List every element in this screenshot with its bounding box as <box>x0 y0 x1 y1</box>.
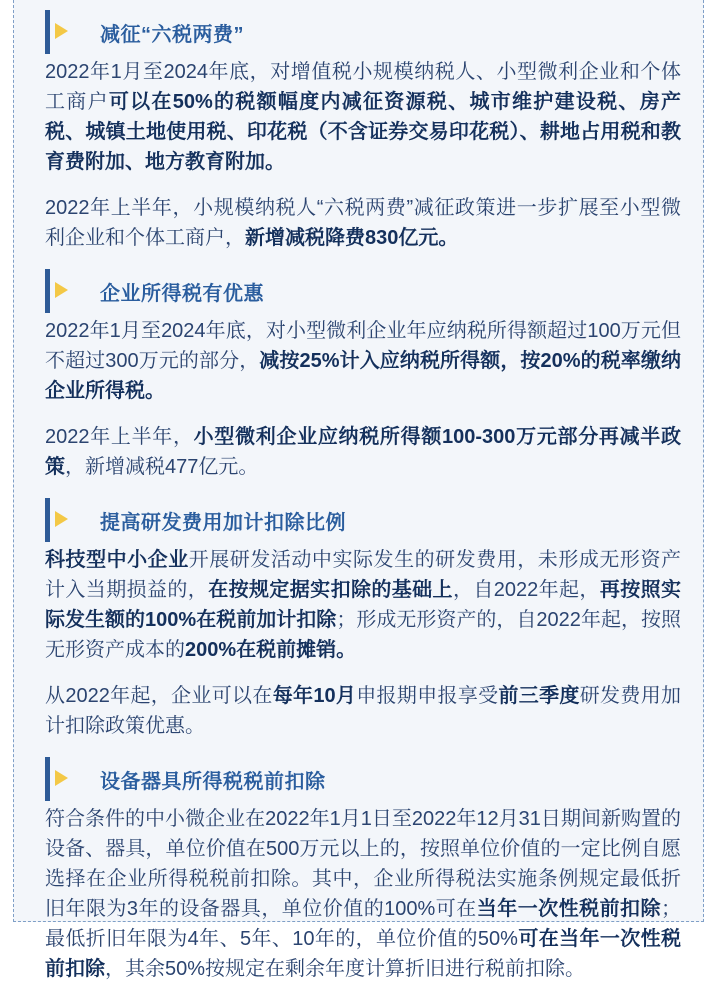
emphasized-text: 当年一次性税前扣除 <box>476 898 662 920</box>
plain-text: 从2022年起，企业可以在 <box>45 685 273 707</box>
accent-bar <box>45 10 50 54</box>
plain-text: 2022年上半年，小规模纳税人“六税两费”减征政策进一步扩展至小型微利企业和个体工商户， <box>45 197 681 249</box>
emphasized-text: 减按25%计入应纳税所得额，按20%的税率缴纳企业所得税。 <box>45 350 682 402</box>
body-paragraph <box>45 804 681 984</box>
policy-section-1 <box>45 10 681 253</box>
emphasized-text: 每年10月 <box>272 685 357 707</box>
emphasized-text: 200%在税前摊销。 <box>185 639 357 661</box>
emphasized-text: 可在当年一次性税前扣除 <box>45 928 681 980</box>
plain-text: ，其余50%按规定在剩余年度计算折旧进行税前扣除。 <box>105 958 586 980</box>
plain-text: 开展研发活动中实际发生的研发费用，未形成无形资产计入当期损益的， <box>45 549 682 601</box>
body-paragraph <box>45 193 681 253</box>
section-header <box>45 498 681 542</box>
section-title: 企业所得税有优惠 <box>100 283 264 305</box>
body-paragraph <box>45 316 681 406</box>
plain-text: ；最低折旧年限为4年、5年、10年的，单位价值的50% <box>45 898 682 950</box>
section-title: 提高研发费用加计扣除比例 <box>100 512 346 534</box>
plain-text: 2022年1月至2024年底，对增值税小规模纳税人、小型微利企业和个体工商户 <box>45 61 681 113</box>
policy-section-2 <box>45 269 681 482</box>
body-paragraph <box>45 681 681 741</box>
body-paragraph <box>45 422 681 482</box>
triangle-bullet-icon <box>55 770 68 786</box>
emphasized-text: 科技型中小企业 <box>45 549 189 571</box>
emphasized-text: 在按规定据实扣除的基础上 <box>208 579 453 601</box>
plain-text: 2022年上半年， <box>45 426 194 448</box>
section-header <box>45 269 681 313</box>
accent-bar <box>45 269 50 313</box>
emphasized-text: 可以在50%的税额幅度内减征资源税、城市维护建设税、房产税、城镇土地使用税、印花税（不含证券交易印花税）、耕地占用税和教育费附加、地方教育附加。 <box>45 91 682 173</box>
body-paragraph <box>45 545 681 665</box>
section-header <box>45 10 681 54</box>
plain-text: 申报期申报享受 <box>356 685 499 707</box>
body-paragraph <box>45 57 681 177</box>
triangle-bullet-icon <box>55 23 68 39</box>
policy-section-4 <box>45 757 681 984</box>
sections-container <box>45 10 681 984</box>
plain-text: 符合条件的中小微企业在2022年1月1日至2022年12月31日期间新购置的设备、器具，单位价值在500万元以上的，按照单位价值的一定比例自愿选择在企业所得税税前扣除。其中，企业所得税法实施条例规定最低折旧年限为3年的设备器具，单位价值的100%可在 <box>45 808 681 920</box>
policy-section-3 <box>45 498 681 741</box>
section-title: 设备器具所得税税前扣除 <box>100 771 326 793</box>
plain-text: 研发费用加计扣除政策优惠。 <box>45 685 682 737</box>
emphasized-text: 再按照实际发生额的100%在税前加计扣除 <box>45 579 682 631</box>
plain-text: ；形成无形资产的，自2022年起，按照无形资产成本的 <box>45 609 681 661</box>
accent-bar <box>45 498 50 542</box>
plain-text: ，新增减税477亿元。 <box>65 456 259 478</box>
triangle-bullet-icon <box>55 511 68 527</box>
section-title: 减征“六税两费” <box>100 24 244 46</box>
accent-bar <box>45 757 50 801</box>
emphasized-text: 小型微利企业应纳税所得额100-300万元部分再减半政策 <box>45 426 681 478</box>
triangle-bullet-icon <box>55 282 68 298</box>
section-header <box>45 757 681 801</box>
plain-text: ，自2022年起， <box>452 579 600 601</box>
plain-text: 2022年1月至2024年底，对小型微利企业年应纳税所得额超过100万元但不超过300万元的部分， <box>45 320 681 372</box>
policy-document-card <box>13 0 704 980</box>
emphasized-text: 新增减税降费830亿元。 <box>245 227 459 249</box>
emphasized-text: 前三季度 <box>498 685 580 707</box>
